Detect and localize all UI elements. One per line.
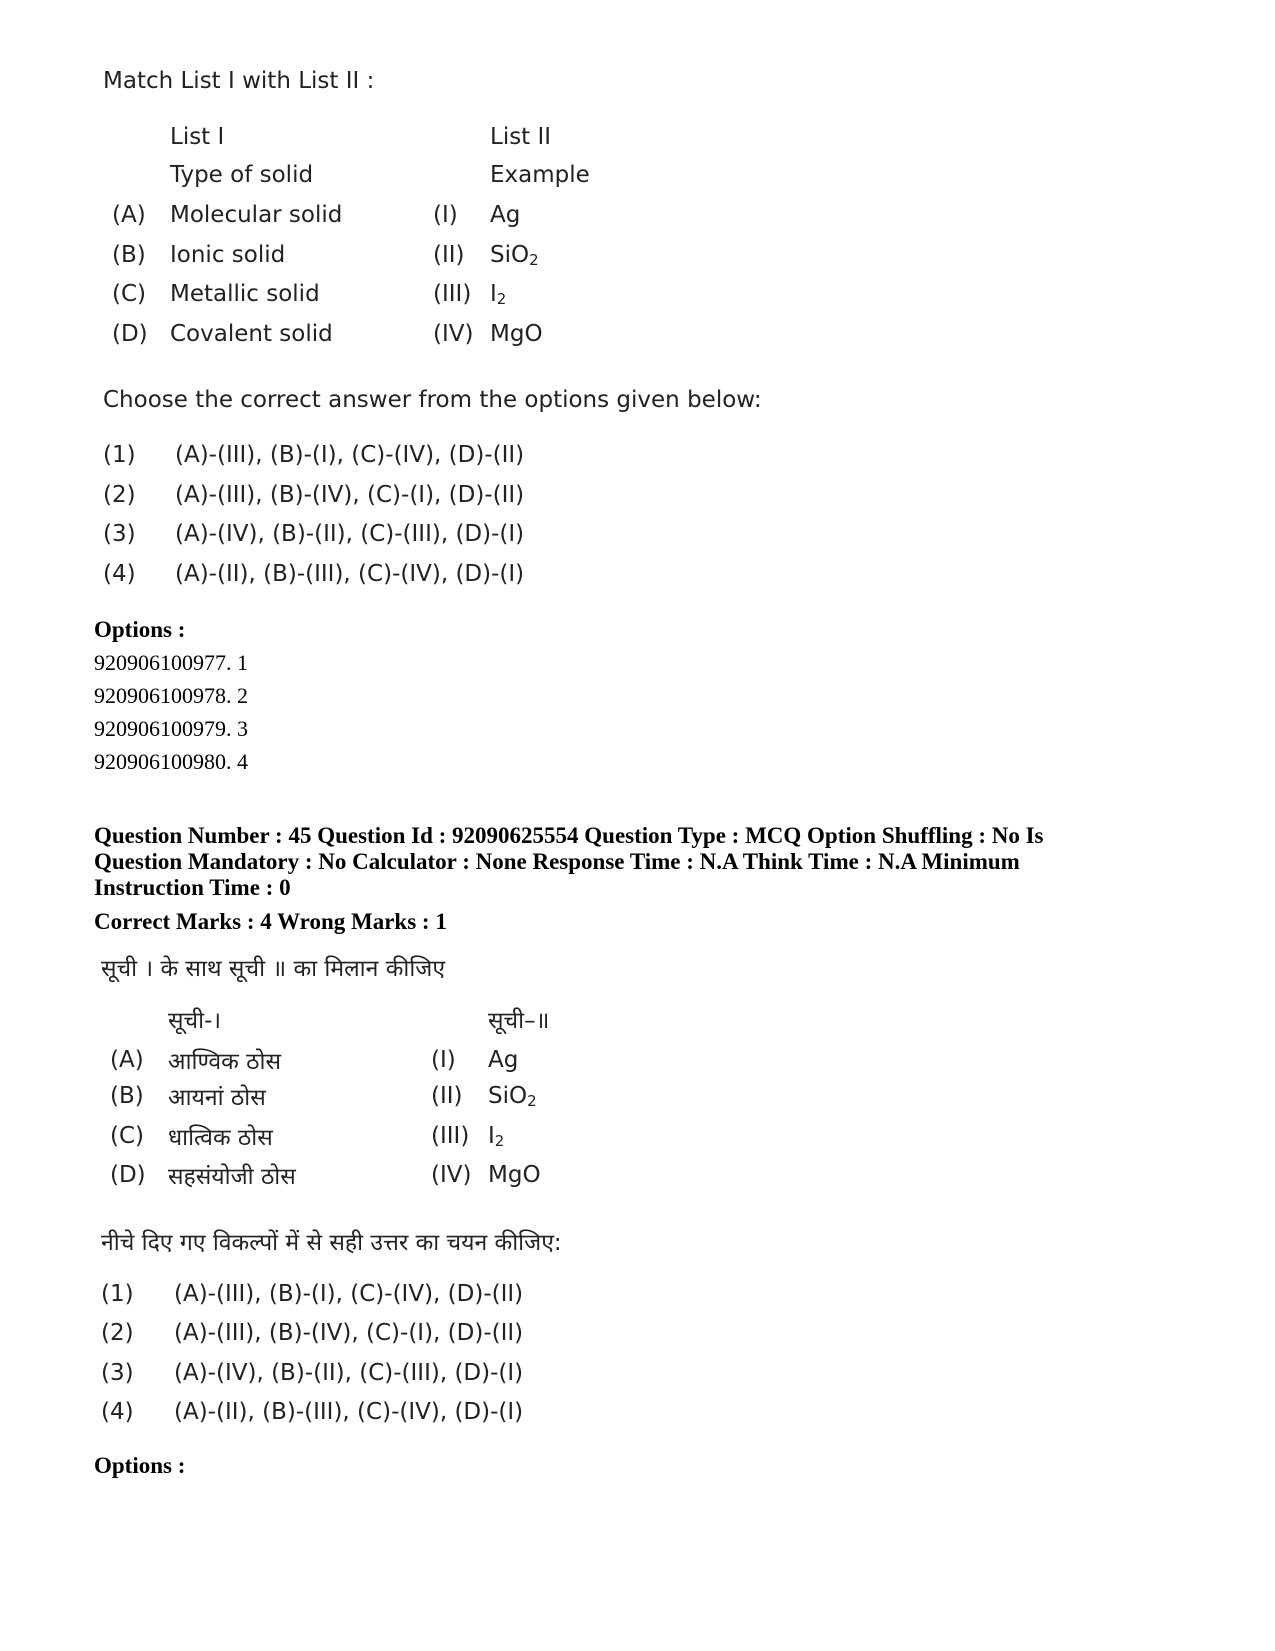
q45-row-num: (II) (431, 1083, 463, 1109)
q45-row-num: (III) (431, 1123, 470, 1149)
q44-row-example: MgO (490, 321, 543, 347)
q44-row-num: (IV) (433, 321, 474, 347)
q44-row-example: $I_2$ (490, 281, 507, 308)
q45-options-label: Options : (94, 1453, 186, 1478)
answer-number: (3) (101, 1360, 134, 1386)
answer-text: (A)-(II), (B)-(III), (C)-(IV), (D)-(I) (175, 561, 525, 587)
q44-row-key: (C) (112, 281, 147, 307)
q45-list1-header: सूची-। (168, 1008, 222, 1034)
q44-row-item: Molecular solid (170, 202, 343, 228)
q45-row-key: (C) (110, 1123, 145, 1149)
q45-row-key: (B) (110, 1083, 144, 1109)
q45-row-key: (D) (110, 1162, 146, 1188)
q44-row-key: (A) (112, 202, 146, 228)
q44-options-label: Options : (94, 617, 186, 642)
q44-row-key: (D) (112, 321, 148, 347)
answer-number: (4) (103, 561, 136, 587)
q45-row-key: (A) (110, 1047, 144, 1073)
question-meta-line: Instruction Time : 0 (94, 875, 291, 900)
q44-row-num: (III) (433, 281, 472, 307)
answer-number: (1) (103, 442, 136, 468)
answer-text: (A)-(II), (B)-(III), (C)-(IV), (D)-(I) (174, 1399, 524, 1425)
q44-row-item: Metallic solid (170, 281, 320, 307)
q44-row-example: Ag (490, 202, 521, 228)
answer-text: (A)-(III), (B)-(I), (C)-(IV), (D)-(II) (174, 1281, 524, 1307)
q45-row-example: SiO$_2$ (488, 1083, 537, 1110)
q45-row-example: $I_2$ (488, 1123, 505, 1150)
q44-row-example: SiO$_2$ (490, 242, 539, 269)
answer-number: (3) (103, 521, 136, 547)
answer-text: (A)-(III), (B)-(I), (C)-(IV), (D)-(II) (175, 442, 525, 468)
q45-row-item: धात्विक ठोस (168, 1125, 273, 1151)
answer-number: (2) (103, 482, 136, 508)
answer-text: (A)-(IV), (B)-(II), (C)-(III), (D)-(I) (174, 1360, 524, 1386)
option-id: 920906100979. 3 (94, 716, 248, 741)
option-id: 920906100977. 1 (94, 650, 248, 675)
question-meta-line: Question Number : 45 Question Id : 92090625554 Question Type : MCQ Option Shuffling : No Is (94, 823, 1044, 848)
q44-list1-header: List I (170, 124, 225, 150)
q44-row-key: (B) (112, 242, 146, 268)
q44-row-item: Ionic solid (170, 242, 286, 268)
q44-list1-subheader: Type of solid (170, 162, 314, 188)
q45-row-example: MgO (488, 1162, 541, 1188)
q44-choose-text: Choose the correct answer from the options given below: (103, 387, 762, 413)
answer-number: (1) (101, 1281, 134, 1307)
answer-text: (A)-(III), (B)-(IV), (C)-(I), (D)-(II) (174, 1320, 524, 1346)
q45-row-num: (IV) (431, 1162, 472, 1188)
q44-list2-subheader: Example (490, 162, 590, 188)
q44-row-item: Covalent solid (170, 321, 333, 347)
q44-row-num: (I) (433, 202, 458, 228)
answer-number: (2) (101, 1320, 134, 1346)
q45-row-item: सहसंयोजी ठोस (168, 1164, 296, 1190)
marks-line: Correct Marks : 4 Wrong Marks : 1 (94, 909, 447, 934)
q44-list2-header: List II (490, 124, 552, 150)
q45-prompt: सूची । के साथ सूची ॥ का मिलान कीजिए (101, 956, 446, 982)
answer-text: (A)-(III), (B)-(IV), (C)-(I), (D)-(II) (175, 482, 525, 508)
option-id: 920906100980. 4 (94, 749, 248, 774)
option-id: 920906100978. 2 (94, 683, 248, 708)
question-meta-line: Question Mandatory : No Calculator : None Response Time : N.A Think Time : N.A Minimum (94, 849, 1020, 874)
q45-choose-text: नीचे दिए गए विकल्पों में से सही उत्तर का चयन कीजिए: (101, 1230, 562, 1256)
q45-row-num: (I) (431, 1047, 456, 1073)
q44-prompt: Match List I with List II : (103, 68, 375, 94)
q44-row-num: (II) (433, 242, 465, 268)
answer-text: (A)-(IV), (B)-(II), (C)-(III), (D)-(I) (175, 521, 525, 547)
q45-list2-header: सूची–॥ (488, 1008, 550, 1034)
answer-number: (4) (101, 1399, 134, 1425)
q45-row-example: Ag (488, 1047, 519, 1073)
q45-row-item: आण्विक ठोस (168, 1049, 282, 1075)
q45-row-item: आयनां ठोस (168, 1085, 266, 1111)
